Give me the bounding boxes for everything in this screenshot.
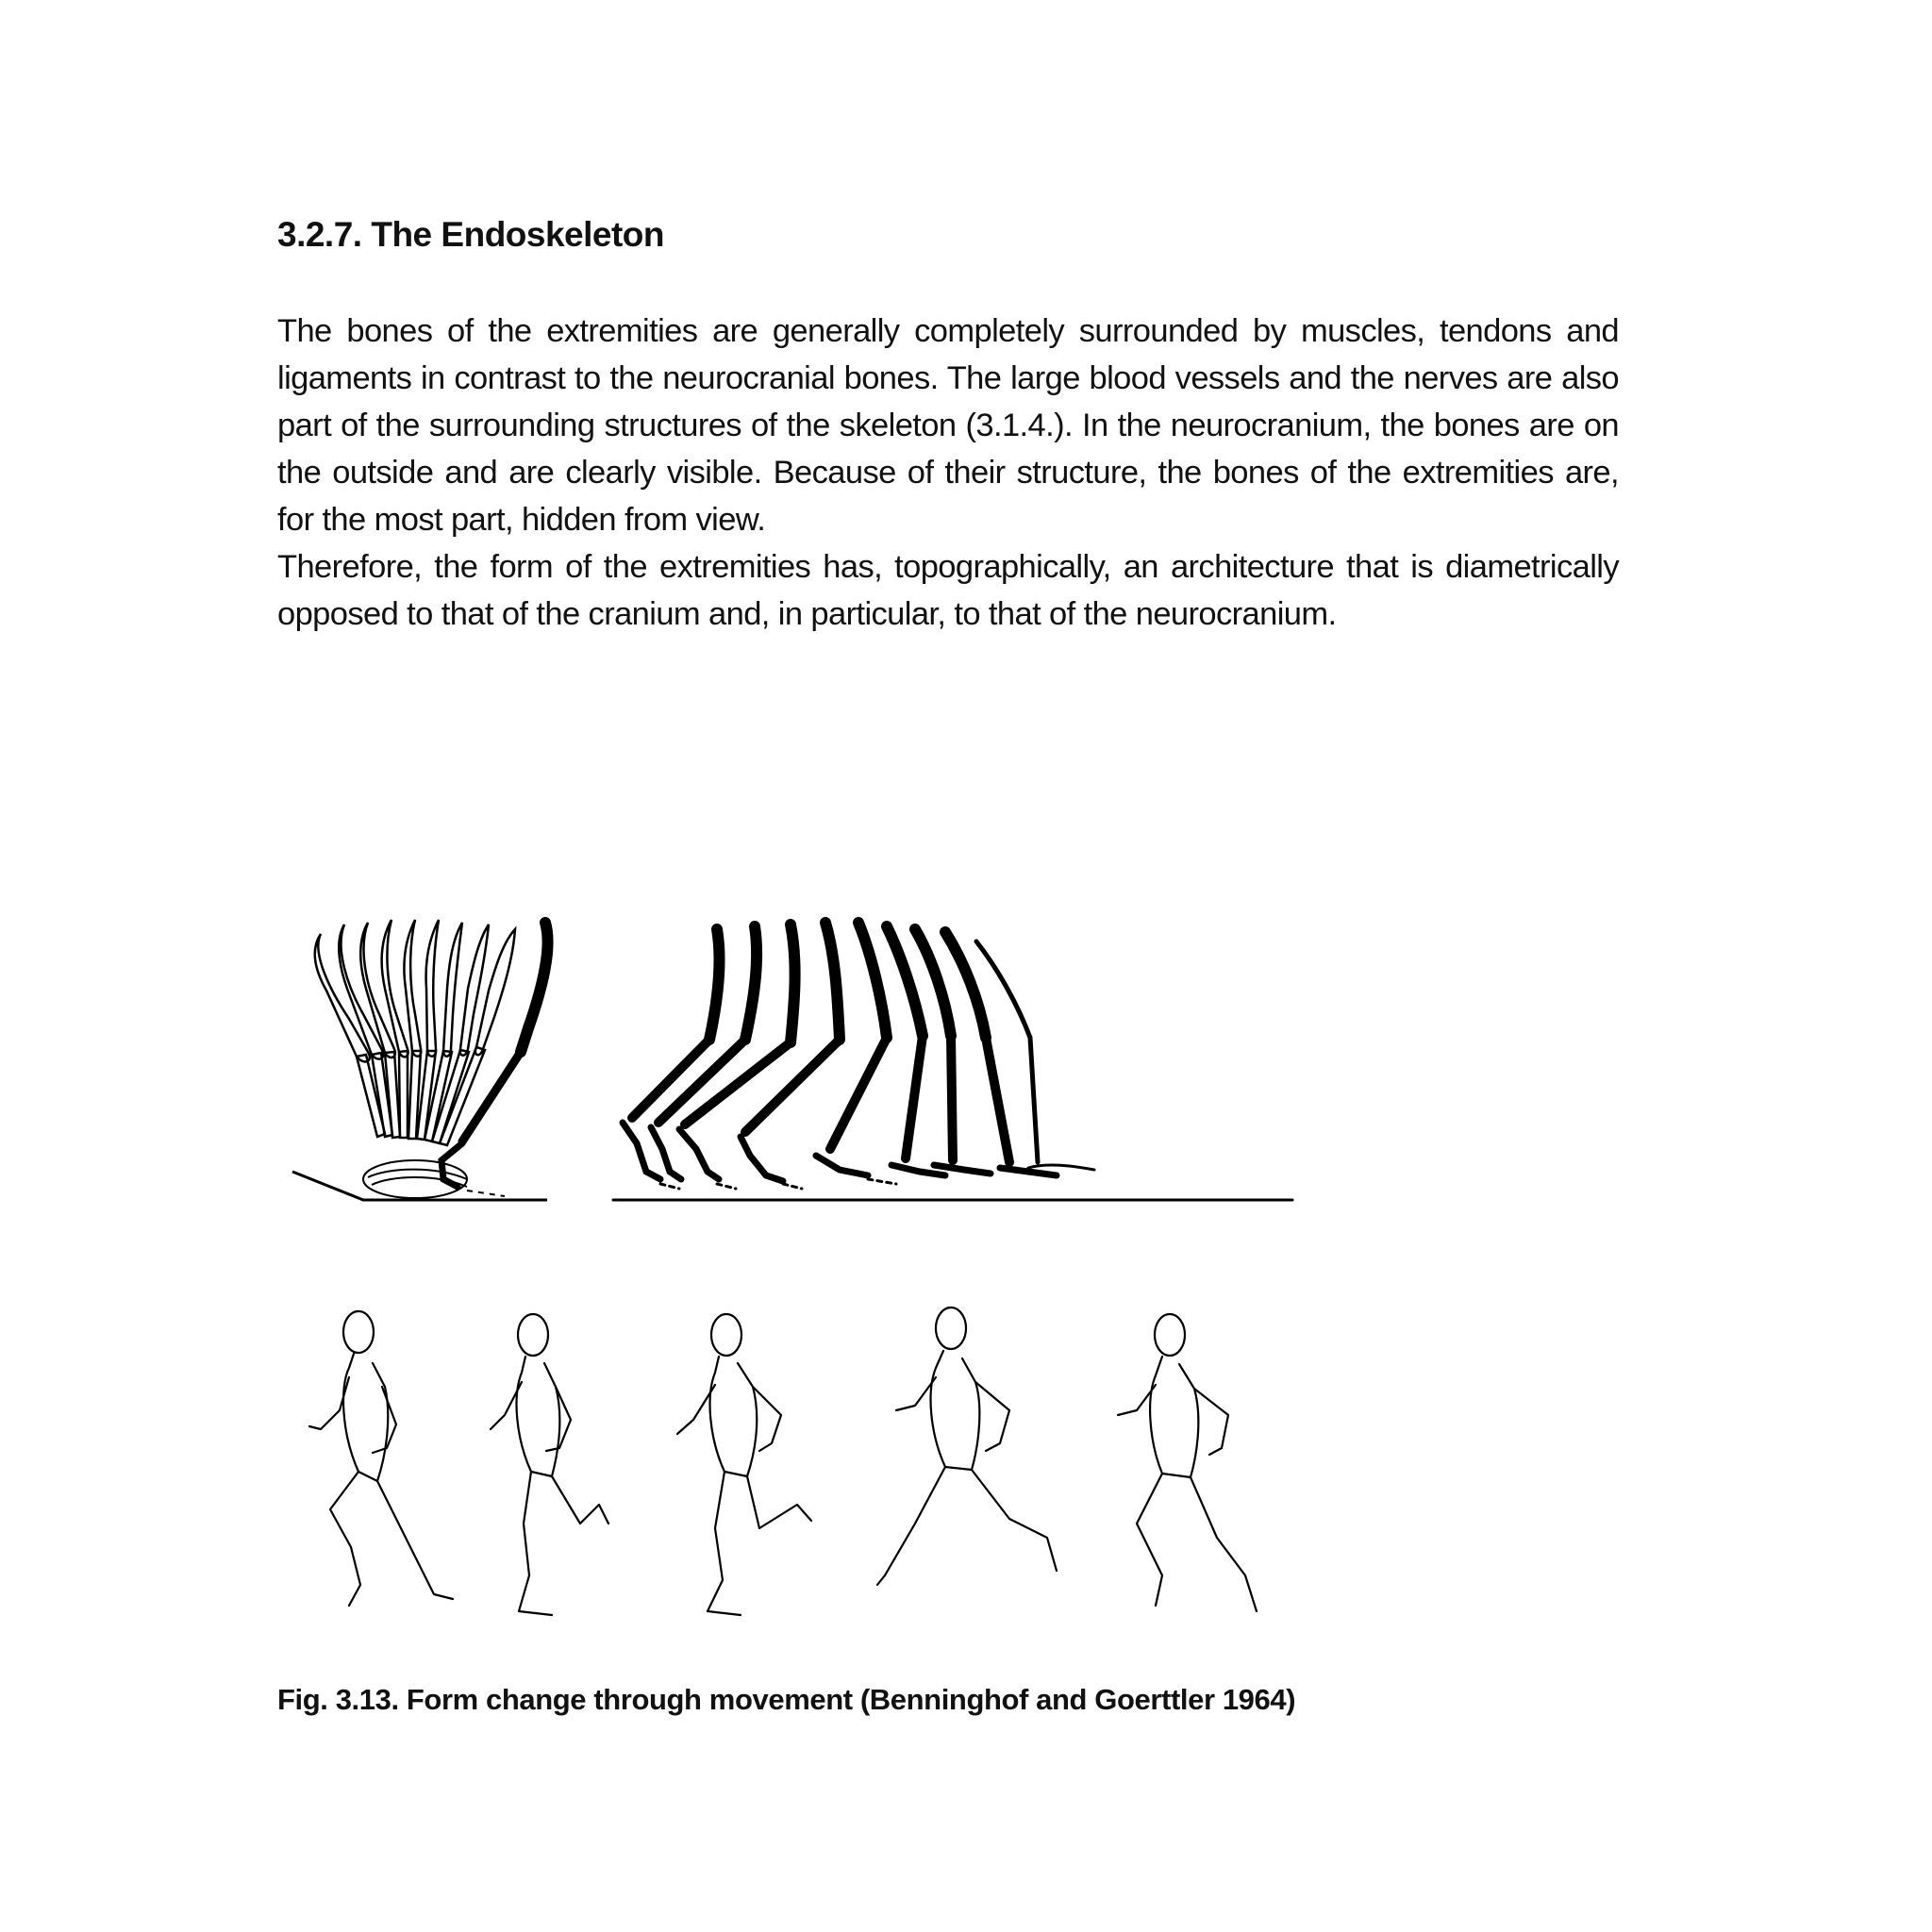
paragraph-1: The bones of the extremities are generally completely surrounded by muscles, tendons and ligaments in contrast to the neurocranial bones. The large blood vessels and the nerves are also part of the surrounding structures of the skeleton (3.1.4.). In the neurocranium, the bones are on the outside and are clearly visible. Because of their structure, the bones of the extremities are, for the most part, hidden from view. — [277, 313, 1619, 538]
figure-illustration — [274, 896, 1330, 1670]
runner-figure-sequence — [309, 1307, 1257, 1615]
figure-caption: Fig. 3.13. Form change through movement (Benninghof and Goerttler 1964) — [277, 1683, 1296, 1716]
leg-bone-sequence-left — [292, 920, 548, 1200]
body-text — [277, 308, 1619, 638]
section-heading: 3.2.7. The Endoskeleton — [277, 215, 665, 254]
leg-bone-sequence-right — [613, 923, 1292, 1200]
paragraph-2: Therefore, the form of the extremities has, topographically, an architecture that is diametrically opposed to that of the cranium and, in particular, to that of the neurocranium. — [277, 549, 1619, 632]
